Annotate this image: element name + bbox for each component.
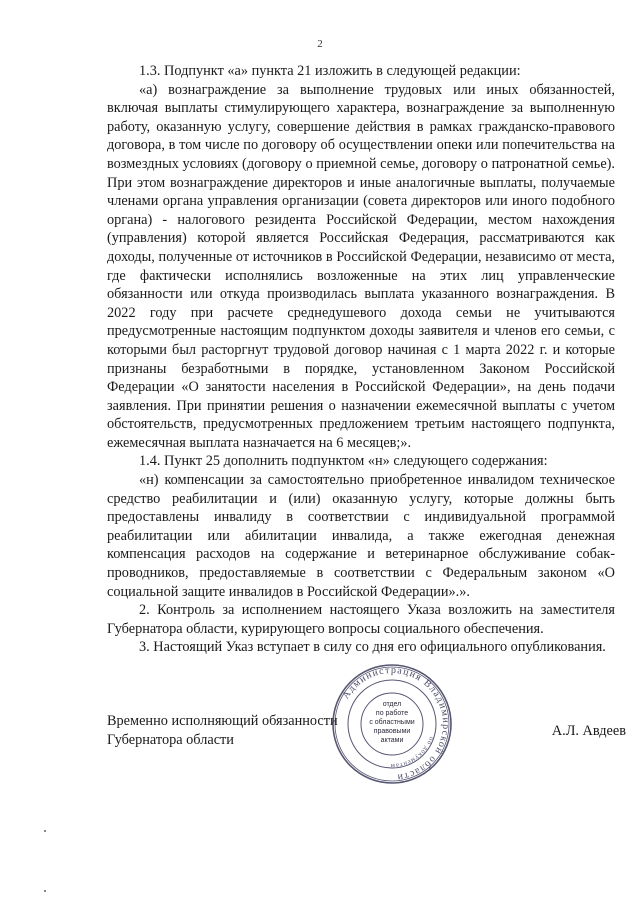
stamp-center-line: правовыми xyxy=(373,728,411,735)
signature-position xyxy=(107,712,338,749)
stamp-center-line: отдел xyxy=(382,701,402,708)
stamp-center-line: по работе xyxy=(375,710,409,717)
paragraph-2: 2. Контроль за исполнением настоящего Указа возложить на заместителя Губернатора области, курирующего вопросы социального обеспечения. xyxy=(107,602,615,637)
document-body xyxy=(107,62,615,657)
signature-position-line-1: Временно исполняющий обязанности xyxy=(107,713,338,729)
paragraph-1-4: 1.4. Пункт 25 дополнить подпунктом «н» следующего содержания: xyxy=(139,453,548,470)
stamp-inner-text: по документам xyxy=(390,735,435,770)
stamp-center-line: с областными xyxy=(369,719,415,726)
stamp-center-line: актами xyxy=(380,737,404,744)
margin-mark xyxy=(44,830,46,832)
official-stamp xyxy=(330,662,454,786)
page-number: 2 xyxy=(317,38,323,50)
stamp-outer-text: Администрация Владимирской области xyxy=(340,664,452,783)
margin-mark xyxy=(44,890,46,892)
paragraph-3: 3. Настоящий Указ вступает в силу со дня его официального опубликования. xyxy=(139,639,606,656)
paragraph-subpoint-a: «а) вознаграждение за выполнение трудовых или иных обязанностей, включая выплаты стимулирующего характера, вознаграждение за выполненную работу, оказанную услугу, совершение действия в рамках гражданско-правового договора, в том числе по договору об осуществлении опеки или попечительства на возмездных условиях (договору о приемной семье, договору о патронатной семье). При этом вознаграждение директоров и иные аналогичные выплаты, получаемые членами органа управления организации (совета директоров или иного подобного органа) - налогового резидента Российской Федерации, местом нахождения (управления) которой является Российская Федерация, рассматриваются как доходы, полученные от источников в Российской Федерации, независимо от места, где фактически исполнялись возложенные на этих лиц управленческие обязанности или откуда производилась выплата указанного вознаграждения. В 2022 году при расчете среднедушевого дохода семьи не учитываются предусмотренные настоящим подпунктом доходы заявителя и членов его семьи, с которыми был расторгнут трудовой договор начиная с 1 марта 2022 г. и которые признаны безработными в порядке, установленном Законом Российской Федерации «О занятости населения в Российской Федерации», на день подачи заявления. При принятии решения о назначении ежемесячной выплаты с учетом обстоятельств, предусмотренных предложением третьим настоящего подпункта, ежемесячная выплата назначается на 6 месяцев;». xyxy=(107,81,615,451)
paragraph-1-3: 1.3. Подпункт «а» пункта 21 изложить в следующей редакции: xyxy=(139,63,521,79)
signatory-name: А.Л. Авдеев xyxy=(551,723,626,739)
stamp-center-text xyxy=(369,701,414,744)
paragraph-subpoint-n: «н) компенсации за самостоятельно приобретенное инвалидом техническое средство реабилитации и (или) оказанную услугу, которые должны быть предоставлены инвалиду в соответствии с индивидуальной программой реабилитации или абилитации инвалида, а также ежегодная денежная компенсация расходов на содержание и ветеринарное обслуживание собак-проводников, предоставляемые в соответствии с Федеральным законом «О социальной защите инвалидов в Российской Федерации».». xyxy=(107,472,615,600)
signature-position-line-2: Губернатора области xyxy=(107,731,234,748)
